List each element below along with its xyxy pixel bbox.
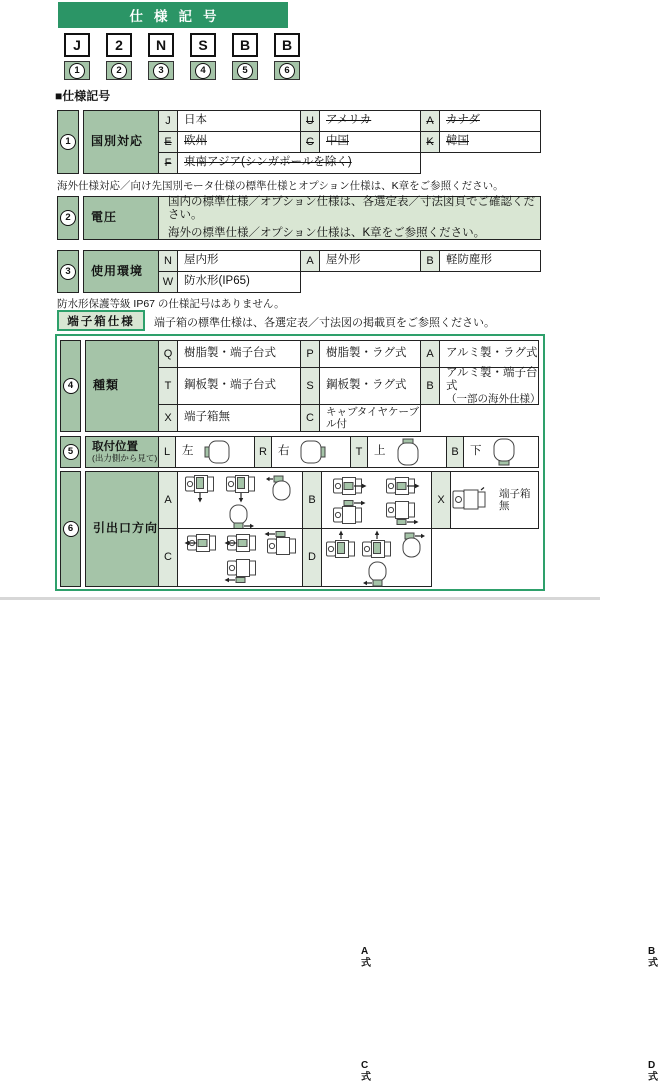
desc-cell-steel-terminal: 鋼板製・端子台式 — [177, 367, 301, 405]
desc-cell-korea: 韓国 — [439, 131, 541, 153]
desc-cell-america: アメリカ — [319, 110, 421, 132]
motor-side-outlet-up-icon — [361, 530, 395, 560]
desc-cell-resin-lug: 樹脂製・ラグ式 — [319, 340, 421, 368]
row1-number-cell — [57, 110, 79, 174]
motor-side-no-box-icon — [451, 487, 491, 513]
code-cell-W: W — [158, 271, 178, 293]
row6-number-cell — [60, 471, 81, 587]
spec-position-6 — [274, 61, 300, 80]
mount-bottom-text: 下 — [470, 445, 482, 458]
motor-front-box-top-icon — [394, 438, 422, 466]
code-cell-P: P — [300, 340, 320, 368]
code-cell-C-cable: C — [300, 404, 320, 432]
code-cell-F: F — [158, 152, 178, 174]
code-cell-X-style: X — [431, 471, 451, 529]
motor-front-outlet-right-icon — [225, 503, 255, 531]
spec-position-5 — [232, 61, 258, 80]
spec-code-header: 仕様記号 — [58, 2, 288, 28]
spec-position-3 — [148, 61, 174, 80]
mount-right-cell — [271, 436, 352, 468]
code-cell-U: U — [300, 110, 320, 132]
spec-position-1 — [64, 61, 90, 80]
x-style-cell — [450, 471, 539, 529]
code-cell-K: K — [420, 131, 440, 153]
row3-label: 使用環境 — [83, 250, 159, 293]
circled-number: 5 — [237, 63, 253, 79]
motor-side-outlet-down-icon — [184, 473, 218, 503]
section-title: ■仕様記号 — [55, 89, 111, 103]
row4-label: 種類 — [85, 340, 159, 432]
motor-front-box-bottom-icon — [490, 438, 518, 466]
desc-cell-outdoor: 屋外形 — [319, 250, 421, 272]
desc-cell-china: 中国 — [319, 131, 421, 153]
code-cell-N: N — [158, 250, 178, 272]
desc-cell-cabtyre-cable: キャブタイヤケーブル付 — [319, 404, 421, 432]
row5-label-main: 取付位置 — [92, 440, 138, 453]
desc-cell-resin-terminal: 樹脂製・端子台式 — [177, 340, 301, 368]
row5-number-cell — [60, 436, 81, 468]
spec-code-letter-1: J — [64, 33, 90, 57]
circled-number: 1 — [69, 63, 85, 79]
motor-side-outlet-left-icon — [182, 531, 218, 556]
desc-cell-waterproof: 防水形(IP65) — [177, 271, 301, 293]
desc-cell-southeast-asia: 東南アジア(シンガポールを除く) — [177, 152, 421, 174]
circled-number: 6 — [63, 521, 79, 537]
motor-side-outlet-right-icon — [332, 474, 368, 499]
spec-code-letter-2: 2 — [106, 33, 132, 57]
circled-number: 5 — [63, 444, 79, 460]
row2-content — [158, 196, 541, 240]
row5-label-sub: (出力側から見て) — [92, 452, 158, 463]
spec-code-letter-5: B — [232, 33, 258, 57]
desc-cell-canada: カナダ — [439, 110, 541, 132]
motor-side-outlet-down-icon — [225, 473, 259, 503]
row6-label: 引出口方向 — [85, 471, 159, 587]
row1-label: 国別対応 — [83, 110, 159, 174]
spec-code-letter-4: S — [190, 33, 216, 57]
circled-number: 1 — [60, 134, 76, 150]
motor-front-box-top-outlet-right-icon — [398, 531, 428, 559]
desc-cell-europe: 欧州 — [177, 131, 301, 153]
circled-number: 6 — [279, 63, 295, 79]
desc-cell-dustproof: 軽防塵形 — [439, 250, 541, 272]
d-style-label: D式 — [648, 1060, 658, 1083]
code-cell-L: L — [158, 436, 176, 468]
motor-side-outlet-right-icon — [385, 474, 421, 499]
code-cell-Q: Q — [158, 340, 178, 368]
spec-position-4 — [190, 61, 216, 80]
code-cell-E: E — [158, 131, 178, 153]
code-cell-X-nobox: X — [158, 404, 178, 432]
mount-top-cell — [367, 436, 448, 468]
desc-cell-indoor: 屋内形 — [177, 250, 301, 272]
page-bottom-edge — [0, 597, 600, 600]
code-cell-T-top: T — [350, 436, 368, 468]
motor-front-box-bottom-outlet-left-icon — [362, 560, 392, 588]
motor-front-box-left-icon — [202, 439, 232, 465]
desc-cell-steel-lug: 鋼板製・ラグ式 — [319, 367, 421, 405]
code-cell-A-outdoor: A — [300, 250, 320, 272]
motor-side-outlet-up-icon — [325, 530, 359, 560]
row3-number-cell — [57, 250, 79, 293]
code-cell-A: A — [420, 110, 440, 132]
code-cell-B-dust: B — [420, 250, 440, 272]
row1-note: 海外仕様対応／向け先国別モータ仕様の標準仕様とオプション仕様は、K章をご参照ください。 — [57, 180, 504, 192]
circled-number: 3 — [153, 63, 169, 79]
code-cell-C-style: C — [158, 528, 178, 587]
circled-number: 2 — [60, 210, 76, 226]
motor-front-outlet-left-icon — [266, 474, 296, 502]
motor-side-box-top-outlet-left-icon — [262, 531, 298, 557]
code-cell-A-alumi-lug: A — [420, 340, 440, 368]
mount-left-cell — [175, 436, 256, 468]
c-style-label: C式 — [361, 1060, 371, 1083]
terminal-box-title: 端子箱仕様 — [57, 310, 145, 331]
a-style-diagram-cell — [177, 471, 371, 969]
desc-cell-alumi-terminal — [439, 367, 539, 405]
code-cell-B-style: B — [302, 471, 322, 529]
desc-line2: （一部の海外仕様） — [446, 393, 541, 406]
motor-side-outlet-left-icon — [222, 531, 258, 556]
code-cell-S: S — [300, 367, 320, 405]
row2-number-cell — [57, 196, 79, 240]
code-cell-R: R — [254, 436, 272, 468]
code-cell-A-style: A — [158, 471, 178, 529]
row2-line2: 海外の標準仕様／オプション仕様は、K章をご参照ください。 — [168, 226, 486, 239]
row2-line1: 国内の標準仕様／オプション仕様は、各選定表／寸法図頁でご確認ください。 — [168, 196, 535, 222]
motor-front-box-right-icon — [298, 439, 328, 465]
a-style-label: A式 — [361, 946, 371, 969]
spec-code-letter-6: B — [274, 33, 300, 57]
circled-number: 4 — [63, 378, 79, 394]
row3-note: 防水形保護等級 IP67 の仕様記号はありません。 — [57, 298, 285, 310]
spec-position-2 — [106, 61, 132, 80]
circled-number: 2 — [111, 63, 127, 79]
motor-side-box-bottom-outlet-left-icon — [222, 558, 258, 584]
x-style-text: 端子箱無 — [499, 487, 531, 512]
desc-cell-japan: 日本 — [177, 110, 301, 132]
mount-left-text: 左 — [182, 445, 194, 458]
terminal-box-desc: 端子箱の標準仕様は、各選定表／寸法図の掲載頁をご参照ください。 — [154, 317, 495, 329]
code-cell-T-steel: T — [158, 367, 178, 405]
code-cell-B-alumi-terminal: B — [420, 367, 440, 405]
row4-number-cell — [60, 340, 81, 432]
circled-number: 4 — [195, 63, 211, 79]
desc-cell-alumi-lug: アルミ製・ラグ式 — [439, 340, 539, 368]
motor-side-box-bottom-outlet-right-icon — [385, 500, 421, 526]
spec-code-letter-3: N — [148, 33, 174, 57]
code-cell-D-style: D — [302, 528, 322, 587]
mount-top-text: 上 — [374, 445, 386, 458]
code-cell-B-bottom: B — [446, 436, 464, 468]
row5-label — [85, 436, 159, 468]
desc-cell-no-terminal-box: 端子箱無 — [177, 404, 301, 432]
b-style-label: B式 — [648, 946, 658, 969]
circled-number: 3 — [60, 264, 76, 280]
code-cell-J: J — [158, 110, 178, 132]
motor-side-box-top-outlet-right-icon — [332, 500, 368, 526]
row2-label: 電圧 — [83, 196, 159, 240]
mount-right-text: 右 — [278, 445, 290, 458]
mount-bottom-cell — [463, 436, 539, 468]
code-cell-C: C — [300, 131, 320, 153]
desc-line1: アルミ製・端子台式 — [446, 366, 538, 392]
